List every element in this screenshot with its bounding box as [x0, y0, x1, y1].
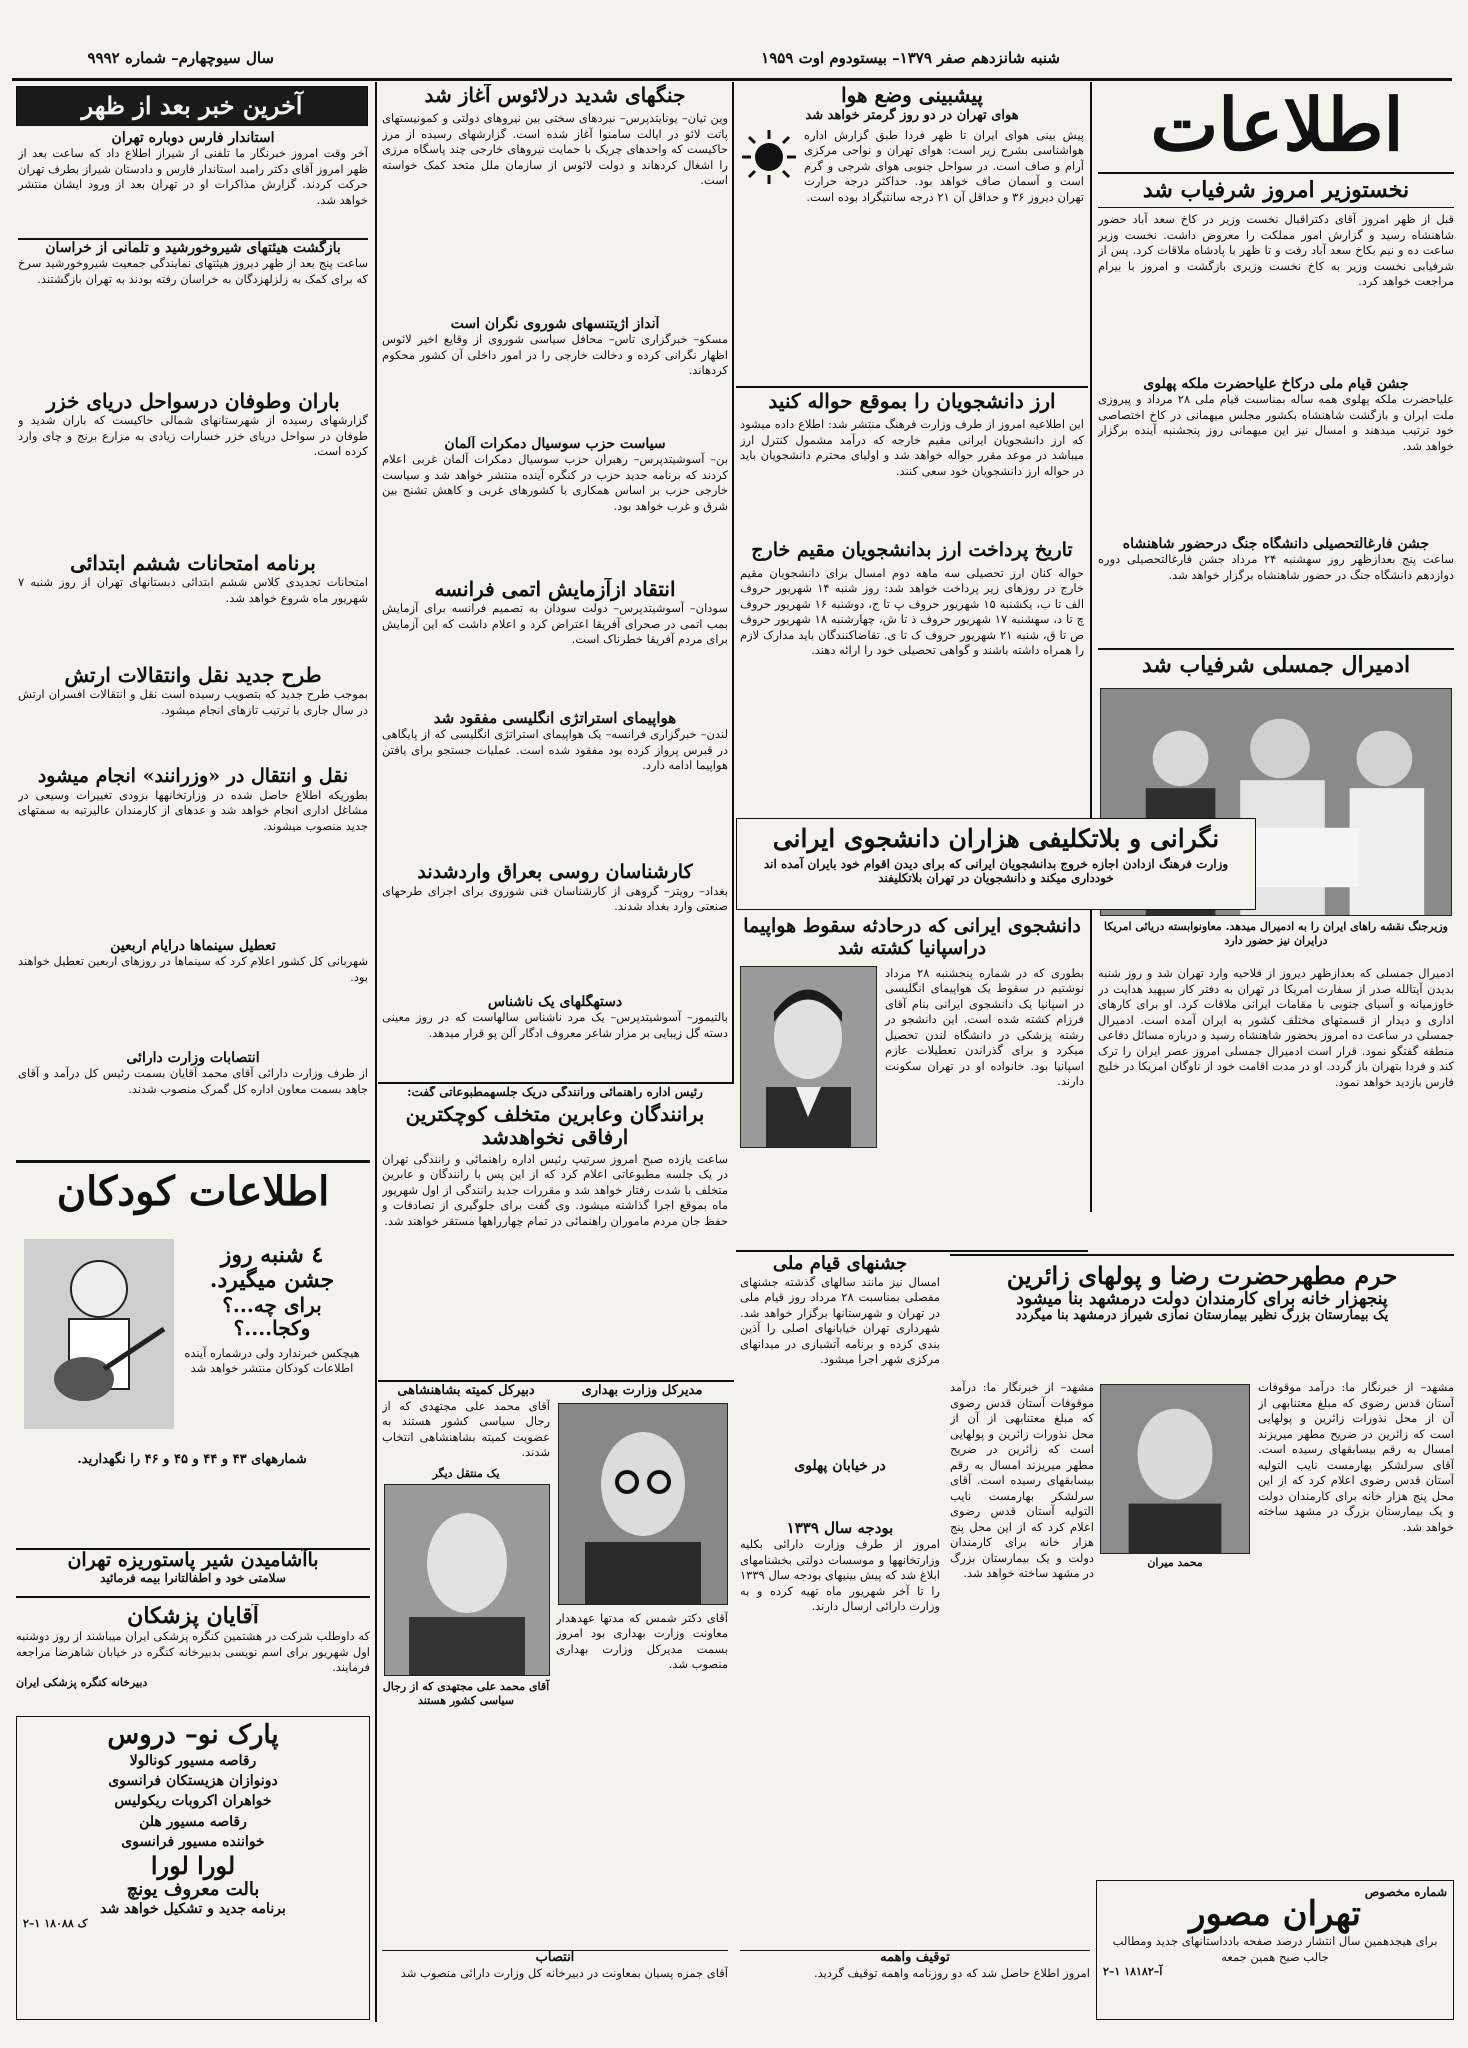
shrine-body-left: مشهد– از خبرنگار ما: درآمد موقوفات آستان قدس رضوی که مبلغ معتنابهی از آن از محل نذورات زائرین و پولهایی است که زائرین در ضریح مطهر میریزند امسال به رقم بیسابقهای رسیده است. آقای سرلشکر بهارمست نایب التولیه آستان قدس رضوی اعلام کرد که از این محل پنج هزار خانه برای کارمندان دولت و یک بیمارستان بزرگ در مشهد ساخته خواهد شد.: [950, 1380, 1094, 1581]
laos-body: وین تیان– یونایتدپرس– نبردهای سختی بین نیروهای دولتی و کمونیستهای پاتت لائو در ایالت سامنوا آغاز شده است. گزارشهای رسیده از مرز حاکیست که واحدهای چریک با حمایت نیروهای خارجی چند پاسگاه مرزی را اشغال کردهاند و دولت لائوس از سازمان ملل متحد کمک خواسته است.: [382, 111, 728, 188]
milk-sub: سلامتی خود و اطفالتانرا بیمه فرمائید: [100, 1570, 286, 1585]
theater-list: [17, 1751, 369, 1852]
sun-icon: [740, 128, 798, 186]
finance-headline: انتصابات وزارت دارائی: [126, 1050, 260, 1066]
shrine-story: [950, 1380, 1094, 2020]
committee-body: آقای محمد علی مجتهدی که از رجال سیاسی کشور هستند به عضویت کمیته بشاهنشاهی انتخاب شدند.: [382, 1398, 550, 1460]
festivals-body: امسال نیز مانند سالهای گذشته جشنهای مفصلی بمناسبت ۲۸ مرداد روز قیام ملی در تهران و شهرستانها برگزار خواهد شد. شهرداری تهران خیابانهای اصلی را آذین بندی کرده و برنامه آتشبازی در میدانهای مرکزی شهر اجرا میشود.: [740, 1274, 940, 1367]
doctors-body: که داوطلب شرکت در هشتمین کنگره پزشکی ایران میباشند از روز دوشنبه اول شهریور برای اسم نویسی بدبیرخانه کنگره در خیابان شاهرضا مراجعه فرمایند.: [16, 1629, 370, 1675]
student-portrait: [740, 966, 877, 1148]
finance-story: [18, 1050, 368, 1150]
mosavar-kicker: شماره مخصوص: [1364, 1885, 1447, 1899]
latest-news-banner: [16, 86, 368, 126]
shrine-headline: حرم مطهرحضرت رضا و پولهای زائرین: [1006, 1261, 1398, 1290]
schedule-body: حواله کنان ارز تحصیلی سه ماهه دوم امسال برای دانشجویان مقیم خارج در روزهای زیر پرداخت خواهد شد: روز شنبه ۱۴ شهریور حروف الف تا ب، یکشنبه ۱۵ شهریور حروف پ تا ج، دوشنبه ۱۶ شهریور حروف چ تا د، سهشنبه ۱۷ شهریور حروف ذ تا ش، چهارشنبه ۱۸ شهریور حروف ص تا ق، شنبه ۲۱ شهریور حروف ک تا ی. تقاضاکنندگان باید مدارک لازم را همراه داشته باشند و گواهی تحصیلی خود را ارائه دهند.: [740, 565, 1084, 658]
envelope-headline: دستهگلهای یک ناشناس: [487, 994, 623, 1010]
lead-story: [1098, 172, 1454, 372]
kids-footer: شمارههای ۴۳ و ۴۴ و ۴۵ و ۴۶ را نگهدارید.: [77, 1452, 307, 1467]
mosavar-ad: [1096, 1880, 1454, 2020]
currency-body: این اطلاعیه امروز از طرف وزارت فرهنگ منتشر شد: اطلاع داده میشود که ارز دانشجویان ایرانی مقیم خارجه که درآمد مشمول کنترل ارز میباشد در موعد مقرر حواله خواهد شد و اولیای محترم دانشجویان باید در حواله ارز دانشجویان خود سعی کنند.: [740, 417, 1084, 478]
envelope-story: [382, 994, 728, 1078]
queen-body: علیاحضرت ملکه پهلوی همه ساله بمناسبت قیام ملی ۲۸ مرداد و پیروزی ملت ایران و بازگشت شاهنشاه بکشور مجلس میهمانی در کاخ اختصاصی خود ترتیب میدهند و امسال نیز این میهمانی روز پنجشنبه آینده برگزار خواهد شد.: [1098, 392, 1454, 453]
khorasan-body: ساعت پنج بعد از ظهر دیروز هیئتهای نمایندگی جمعیت شیروخورشید سرخ که برای کمک به زلزلهزدگان به خراسان رفته بودند به تهران بازگشتند.: [18, 256, 368, 286]
soviet-story: [382, 316, 728, 436]
minister-body: آقای دکتر شمس که مدتها عهدهدار معاونت وزارت بهداری بود امروز بسمت مدیرکل وزارت بهداری منصوب شد.: [556, 1610, 728, 1672]
laos-headline: جنگهای شدید درلائوس آغاز شد: [424, 84, 686, 107]
minister-story: [556, 1384, 728, 1984]
rain-body: گزارشهای رسیده از شهرستانهای شمالی حاکیست که باران شدید و طوفان در سواحل دریای خزر خسارات زیادی به مزارع برنج و چای وارد کرده است.: [18, 413, 368, 459]
appointment-body: آقای جمزه پسیان بمعاونت در دبیرخانه کل وزارت دارائی منصوب شد: [400, 1965, 728, 1980]
unrest-subhead: وزارت فرهنگ ازدادن اجازه خروج بدانشجویان ایرانی که برای دیدن اقوام خود بایران آمده اند خودداری میکند و دانشجویان در تهران بلاتکلیفند: [763, 856, 1229, 885]
army-story: [18, 664, 368, 764]
drivers-headline: برانندگان وعابرین متخلف کوچکترین ارفاقی نخواهدشد: [405, 1101, 705, 1149]
shrine-body: مشهد– از خبرنگار ما: درآمد موقوفات آستان قدس رضوی که مبلغ معتنابهی از آن از محل نذورات زائرین و پولهایی است که زائرین در ضریح مطهر میریزند امسال به رقم بیسابقهای رسیده است. آقای سرلشکر بهارمست نایب التولیه آستان قدس رضوی اعلام کرد که از این محل پنج هزار خانه برای کارمندان دولت و یک بیمارستان بزرگ در مشهد ساخته خواهد شد.: [1258, 1380, 1454, 1534]
kids-title: اطلاعات کودکان: [56, 1168, 330, 1215]
war-college-body: ساعت پنج بعدازظهر روز سهشنبه ۲۴ مرداد جشن فارغالتحصیلی دوره دوازدهم دانشگاه جنگ در حضور شاهنشاه برگزار خواهد شد.: [1098, 552, 1454, 582]
shrine-headline-block: [950, 1254, 1454, 1374]
notice-headline: توقیف واهمه: [880, 1950, 950, 1965]
miran-caption: محمد میران: [1147, 1556, 1203, 1569]
cinema-body: شهربانی کل کشور اعلام کرد که سینماها در روزهای اربعین تعطیل خواهند بود.: [18, 954, 368, 984]
war-college-headline: جشن فارغالتحصیلی دانشگاه جنگ درحضور شاهنشاه: [1122, 536, 1430, 552]
airplane-story: [382, 710, 728, 860]
khorasan-story: [18, 238, 368, 388]
shrine-subhead-2: یک بیمارستان بزرگ نظیر بیمارستان نمازی شیراز درمشهد بنا میگردد: [1015, 1308, 1389, 1324]
notice-story: [740, 1950, 1090, 2020]
issue-line: [14, 48, 274, 74]
committee-story: [382, 1384, 550, 1984]
kids-text-block: [182, 1243, 362, 1377]
weather-story: [740, 84, 1084, 384]
appointment-story: [382, 1950, 728, 2020]
envelope-body: بالتیمور– آسوشیتدپرس– یک مرد ناشناس سالهاست که در روز معینی دسته گل زیبایی بر مزار شاعر معروف ادگار آلن پو قرار میدهد.: [382, 1010, 728, 1040]
unrest-headline: نگرانی و بلاتکلیفی هزاران دانشجوی ایرانی: [772, 824, 1220, 853]
shrine-story-right: [1258, 1380, 1454, 1840]
experts-headline: کارشناسان روسی بعراق واردشدند: [417, 862, 693, 883]
mosavar-title: تهران مصور: [1189, 1894, 1361, 1934]
doctors-ad: [16, 1604, 370, 1710]
soviet-headline: آنداز اژیتنسهای شوروی نگران است: [450, 316, 660, 332]
army-body: بموجب طرح جدید که بتصویب رسیده است نقل و انتقالات افسران ارتش در سال جاری با ترتیب تازهای انجام میشود.: [18, 687, 368, 717]
column-rule: [375, 82, 377, 2022]
governor-headline: استاندار فارس دوباره تهران: [111, 130, 275, 146]
airplane-body: لندن– خبرگزاری فرانسه– یک هواپیمای استراتژی انگلیسی که از پایگاهی در قبرس پرواز کرده بود مفقود شده است. عملیات جستجو برای یافتن هواپیما ادامه دارد.: [382, 727, 728, 773]
queen-headline: جشن قیام ملی درکاخ علیاحضرت ملکه پهلوی: [1143, 376, 1409, 392]
weather-subhead: هوای تهران در دو روز گرمتر خواهد شد: [805, 108, 1019, 123]
theater-line: رقاصه مسیور هلن: [139, 1813, 247, 1830]
theater-line: خواهران اکروبات ریکولیس: [114, 1793, 272, 1810]
lead-headline: نخستوزیر امروز شرفیاب شد: [1098, 172, 1454, 208]
header-rule: [12, 78, 1452, 81]
weather-body: پیش بینی هوای ایران تا ظهر فردا طبق گزارش اداره هواشناسی بشرح زیر است: هوای تهران و نواحی مرکزی آرام و صاف است. در سواحل جنوبی هوای شرجی و گرم است و آسمان صاف خواهد بود. حداکثر درجه حرارت تهران دیروز ۳۶ و حداقل آن ۲۱ درجه سانتیگراد بوده است.: [804, 127, 1084, 204]
schedule-headline: تاریخ پرداخت ارز بدانشجویان مقیم خارج: [751, 540, 1073, 561]
budget-body: امروز از طرف وزارت دارائی بکلیه وزارتخانهها و موسسات دولتی بخشنامهای ابلاغ شد که پیش بینیهای بودجه سال ۱۳۳۹ را تا آخر شهریور ماه تهیه کرده و به وزارت دارائی ارسال دارند.: [740, 1537, 940, 1614]
theater-line: دونوازان هزیستکان فرانسوی: [108, 1773, 278, 1790]
milk-ad: [16, 1548, 370, 1598]
milk-title: باآشامیدن شیر پاستوریزه تهران: [67, 1549, 319, 1571]
atomic-headline: انتقاد ازآزمایش اتمی فرانسه: [434, 578, 676, 601]
rain-story: [18, 390, 368, 550]
latest-news-text: آخرین خبر بعد از ظهر: [81, 91, 303, 120]
accident-headline: دانشجوی ایرانی که درحادثه سقوط هواپیما دراسپانیا کشته شد: [743, 916, 1081, 959]
governor-body: آخر وقت امروز خبرنگار ما تلفنی از شیراز اطلاع داد که ساعت بعد از ظهر امروز آقای دکتر رامبد استاندار فارس و دادستان شیراز بطرف تهران حرکت کردند. گزارش مذاکرات او در تهران بعد از ورود ایشان منتشر خواهد شد.: [18, 146, 368, 207]
accident-body: بطوری که در شماره پنجشنبه ۲۸ مرداد نوشتیم در سقوط یک هواپیمای انگلیسی در اسپانیا یک دانشجوی ایرانی بنام آقای فرزام کشته شده است. این دانشجو در رشته پزشکی در دانشگاه لندن تحصیل میکرد و برای گذراندن تعطیلات عازم اسپانیا بود. خانواده او در تهران سکونت دارند.: [885, 965, 1084, 1089]
governor-story: [18, 130, 368, 234]
rotation-body: بطوریکه اطلاع حاصل شده در وزارتخانهها بزودی تغییرات وسیعی در مشاغل اداری انجام خواهد شد و عدهای از کارمندان عالیرتبه به سمتهای جدید منصوب میشوند.: [18, 787, 368, 833]
section-rule: [378, 1082, 734, 1084]
exams-story: [18, 552, 368, 662]
drivers-story: [382, 1086, 728, 1376]
kids-line-4: وکجا....؟: [233, 1315, 311, 1340]
cinema-headline: تعطیل سینماها درایام اربعین: [110, 938, 276, 954]
kids-line-1: ٤ شنبه روز: [220, 1242, 324, 1268]
theater-ballet: بالت معروف یونچ: [126, 1878, 260, 1900]
section-rule: [736, 386, 1088, 388]
minister-headline: مدیرکل وزارت بهداری: [581, 1384, 703, 1398]
schedule-story: [740, 540, 1084, 810]
rain-headline: باران وطوفان درسواحل دریای خزر: [46, 390, 340, 413]
experts-body: بغداد– رویتر– گروهی از کارشناسان فنی شوروی برای اجرای طرحهای صنعتی وارد بغداد شدند.: [382, 883, 728, 914]
theater-code: ک ۱۸۰۸۸ ۱–۲: [23, 1916, 88, 1930]
theater-line: خواننده مسیور فرانسوی: [121, 1834, 265, 1851]
atomic-story: [382, 578, 728, 708]
mosavar-body: برای هیجدهمین سال انتشار درصد صفحه بادداستانهای جدید ومطالب جالب صبح همین جمعه: [1112, 1934, 1438, 1964]
column-rule: [732, 82, 734, 1082]
drivers-body: ساعت یازده صبح امروز سرتیپ رئیس اداره راهنمائی و رانندگی تهران در یک جلسه مطبوعاتی اعلام کرد که از این پس با رانندگان و عابرین متخلف با شدت رفتار خواهد شد و مقررات جدید رانندگی از اول شهریور ماه بموقع اجرا گذاشته میشود. وی گفت برای جلوگیری از تصادفات و حفظ جان مردم ماموران راهنمائی در تمام چهارراهها مستقر خواهند شد.: [382, 1151, 728, 1228]
rotation-headline: نقل و انتقال در «وزرانند» انجام میشود: [37, 766, 349, 787]
pahlavi-headline: در خیابان پهلوی: [794, 1458, 886, 1474]
queen-story: [1098, 376, 1454, 536]
doctors-title: آقایان پزشکان: [127, 1604, 259, 1629]
army-headline: طرح جدید نقل وانتقالات ارتش: [64, 664, 322, 687]
pahlavi-story: [740, 1458, 940, 1518]
rotation-story: [18, 766, 368, 936]
theater-ad: [16, 1716, 370, 2020]
kids-ad: [16, 1160, 370, 1540]
soviet-body: مسکو– خبرگزاری تاس– محافل سیاسی شوروی از وقایع اخیر لائوس اظهار نگرانی کرده و دخالت خارجی را در امور داخلی آن کشور محکوم کردهاند.: [382, 332, 728, 378]
currency-story: [740, 390, 1084, 540]
admiral-headline: ادمیرال جمسلی شرفیاب شد: [1098, 648, 1454, 678]
theater-title: پارک نو– دروس: [107, 1720, 279, 1750]
miran-portrait: [1100, 1384, 1250, 1554]
date-line: [560, 48, 1060, 74]
exams-headline: برنامه امتحانات ششم ابتدائی: [70, 552, 316, 575]
experts-story: [382, 862, 728, 992]
paper-name: اطلاعات: [1150, 82, 1404, 167]
doctors-footer: دبیرخانه کنگره پزشکی ایران: [16, 1675, 148, 1689]
date-text: شنبه شانزدهم صفر ۱۳۷۹– بیستودوم اوت ۱۹۵۹: [761, 49, 1060, 67]
shrine-subhead: پنجهزار خانه برای کارمندان دولت درمشهد بنا میشود: [1016, 1288, 1388, 1309]
currency-headline: ارز دانشجویان را بموقع حواله کنید: [768, 390, 1056, 413]
atomic-body: سودان– آسوشیتدپرس– دولت سودان به تصمیم فرانسه برای آزمایش بمب اتمی در صحرای آفریقا اعتراض کرد و اعلام داشت که این آزمایش برای مردم آفریقا خطرناک است.: [382, 601, 728, 647]
accident-story: [740, 916, 1084, 1246]
germany-headline: سیاست حزب سوسیال دمکرات آلمان: [444, 436, 666, 452]
portrait3-caption: آقای محمد علی مجتهدی که از رجال سیاسی کشور هستند: [382, 1680, 550, 1708]
admiral-photo-caption: وزیرجنگ نقشه راهای ایران را به ادمیرال میدهد. معاونوابسته دریائی امریکا درایران نیز حضور دارد: [1104, 920, 1448, 948]
war-college-story: [1098, 536, 1454, 646]
khorasan-headline: بازگشت هیئتهای شیروخورشید و تلمانی از خراسان: [45, 240, 341, 256]
appointment-headline: انتصاب: [535, 1950, 575, 1965]
admiral-story: [1098, 966, 1454, 1206]
section-rule: [736, 1250, 1088, 1252]
committee-headline: دبیرکل کمیته بشاهنشاهی: [397, 1384, 535, 1398]
theater-star: لورا لورا: [150, 1851, 236, 1881]
airplane-headline: هواپیمای استراتژی انگلیسی مفقود شد: [433, 710, 677, 727]
festivals-story: [740, 1254, 940, 1454]
unrest-banner: [736, 818, 1256, 910]
germany-body: بن– آسوشیتدپرس– رهبران حزب سوسیال دمکرات آلمان غربی اعلام کردند که برنامه جدید حزب در کنگره آینده منتشر خواهد شد و سیاست خارجی حزب بر اساس همکاری با کشورهای غربی و کاهش تشنج بین شرق و غرب خواهد بود.: [382, 452, 728, 513]
laos-story: [382, 84, 728, 314]
budget-headline: بودجه سال ۱۳۳۹: [786, 1520, 894, 1537]
lead-body: قبل از ظهر امروز آقای دکتراقبال نخست وزیر در کاخ سعد آباد حضور شاهنشاه رسید و گزارش امور مملکت را معروض داشت. نخست وزیر ساعت ده و نیم بکاخ سعد آباد رفت و تا ظهر با پادشاه ملاقات کرد. پس از شرفیابی نخست وزیر به کاخ نخست وزیری بازگشت و امروز با بیرام مراجعت خواهد کرد.: [1098, 212, 1454, 289]
notice-body: امروز اطلاع حاصل شد که دو روزنامه واهمه توقیف گردید.: [813, 1965, 1090, 1980]
column-rule: [1090, 82, 1092, 1212]
cinema-story: [18, 938, 368, 1048]
budget-story: [740, 1520, 940, 1680]
kids-body: هیچکس خبرندارد ولی درشماره آینده اطلاعات کودکان منتشر خواهد شد: [184, 1345, 360, 1376]
theater-program: برنامه جدید و تشکیل خواهد شد: [100, 1900, 286, 1917]
germany-story: [382, 436, 728, 576]
admiral-headline-box: [1098, 648, 1454, 684]
kids-line-2: جشن میگیرد.: [209, 1267, 335, 1294]
section-rule: [378, 1380, 734, 1382]
admiral-body: ادمیرال جمسلی که بعدازظهر دیروز از فلاحیه وارد تهران شد و روز شنبه بدیدن آیتالله صدر از سفارت امریکا در تهران به دفتر کار سپهبد هدایت در خاوزمیانه و آسیای جنوبی با مقامات ایرانی ملاقات کرد. او برای کارهای اداری و دیدار از قسمتهای مختلف کشور به ایران آمده است. ادمیرال جمسلی در ساعت ده امروز بحضور شاهنشاه رسید و درباره مسائل دفاعی منطقه گفتگو نمود. قرار است ادمیرال جمسلی امروز عصر ایران را ترک کند و فردا بتهران باز گردد. او در مدت اقامت خود از ناوگان امریکا در خلیج فارس بازدید خواهد نمود.: [1098, 966, 1454, 1089]
mosavar-code: آ–۱۸۱۸۲ ۱–۲: [1103, 1965, 1163, 1979]
exams-body: امتحانات تجدیدی کلاس ششم ابتدائی دبستانهای تهران از روز شنبه ۷ شهریور ماه شروع خواهد شد.: [18, 575, 368, 605]
festivals-headline: جشنهای قیام ملی: [772, 1254, 908, 1274]
weather-headline: پیشبینی وضع هوا: [841, 84, 983, 107]
theater-line: رقاصه مسیور کونالولا: [129, 1752, 257, 1769]
masthead: [1098, 82, 1456, 168]
portrait2-caption: یک منتقل دیگر: [432, 1467, 500, 1480]
minister-portrait: [558, 1403, 728, 1605]
drivers-kicker: رئیس اداره راهنمائی ورانندگی دریک جلسهمطبوعاتی گفت:: [407, 1086, 703, 1099]
issue-number: سال سیوچهارم– شماره ۹۹۹۲: [87, 49, 274, 67]
elder-portrait: [384, 1484, 550, 1676]
kids-illustration: [24, 1239, 174, 1429]
finance-body: از طرف وزارت دارائی آقای محمد آقایان بسمت رئیس کل درآمد و آقای جاهد بسمت معاون اداره کل گمرک منصوب شدند.: [18, 1066, 368, 1096]
kids-line-3: برای چه...؟: [222, 1292, 322, 1317]
